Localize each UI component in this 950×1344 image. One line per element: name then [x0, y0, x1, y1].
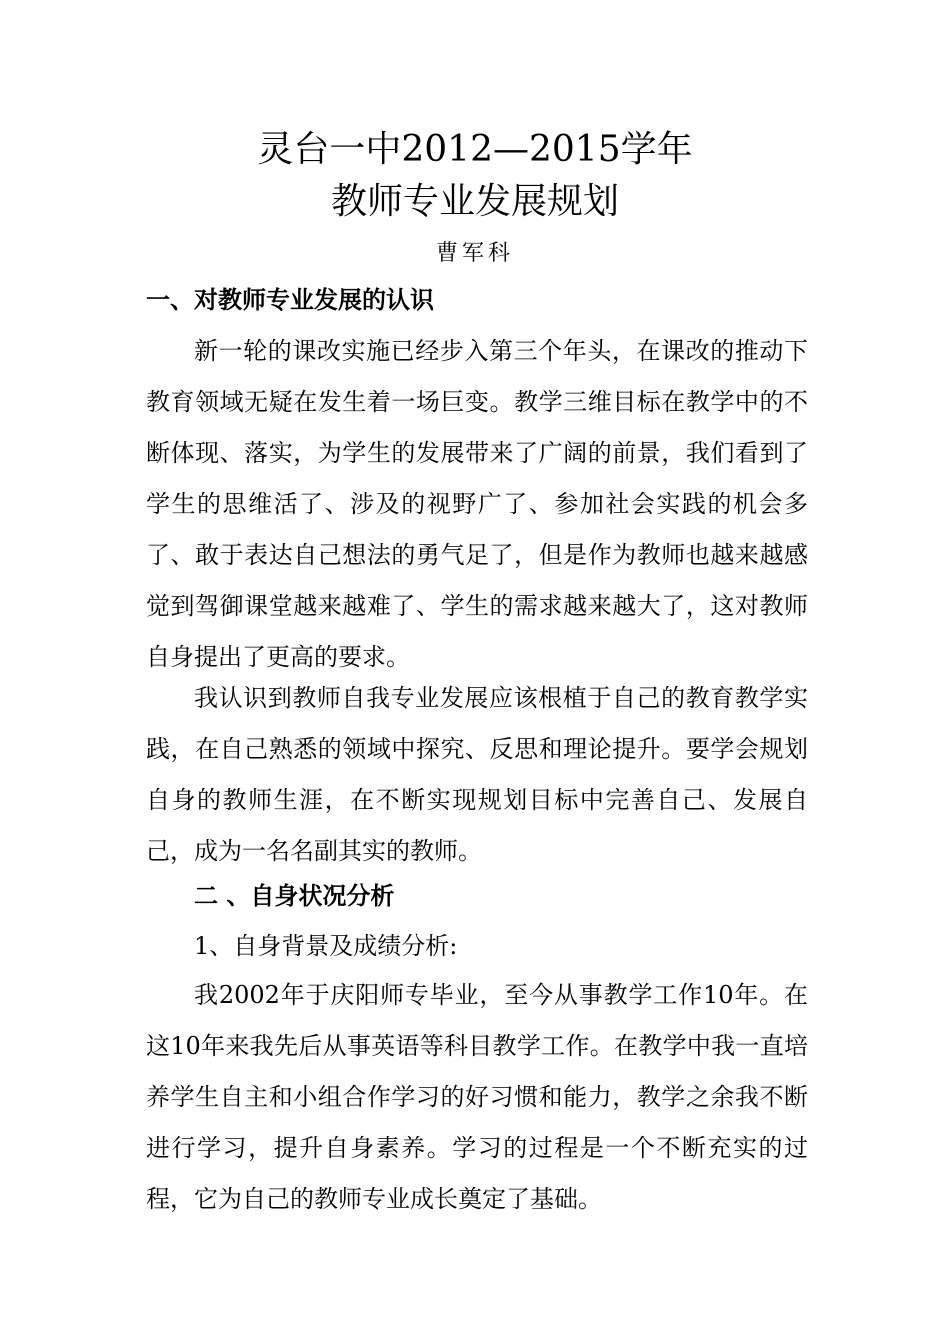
- section2-heading: 二 、自身状况分析: [194, 882, 395, 910]
- section2-paragraph1: 我2002年于庆阳师专毕业，至今从事教学工作10年。在这10年来我先后从事英语等科目教学工作。在教学中我一直培养学生自主和小组合作学习的好习惯和能力，教学之余我不断进行学习，提升自身素养。学习的过程是一个不断充实的过程，它为自己的教师专业成长奠定了基础。: [146, 981, 808, 1213]
- document-title-line1: 灵台一中2012—2015学年: [257, 129, 693, 170]
- section1-paragraph1: 新一轮的课改实施已经步入第三个年头，在课改的推动下教育领域无疑在发生着一场巨变。教学三维目标在教学中的不断体现、落实，为学生的发展带来了广阔的前景，我们看到了学生的思维活了、涉及的视野广了、参加社会实践的机会多了、敢于表达自己想法的勇气足了，但是作为教师也越来越感觉到驾御课堂越来越难了、学生的需求越来越大了，这对教师自身提出了更高的要求。: [146, 337, 808, 671]
- section1-heading: 一、对教师专业发展的认识: [146, 286, 434, 314]
- document-title-line2: 教师专业发展规划: [330, 181, 619, 222]
- author-name: 曹军科: [435, 241, 514, 266]
- section1-paragraph2: 我认识到教师自我专业发展应该根植于自己的教育教学实践，在自己熟悉的领域中探究、反思和理论提升。要学会规划自身的教师生涯，在不断实现规划目标中完善自己、发展自己，成为一名名副其实的教师。: [146, 684, 808, 865]
- section2-subheading-1: 1、自身背景及成绩分析:: [194, 932, 458, 960]
